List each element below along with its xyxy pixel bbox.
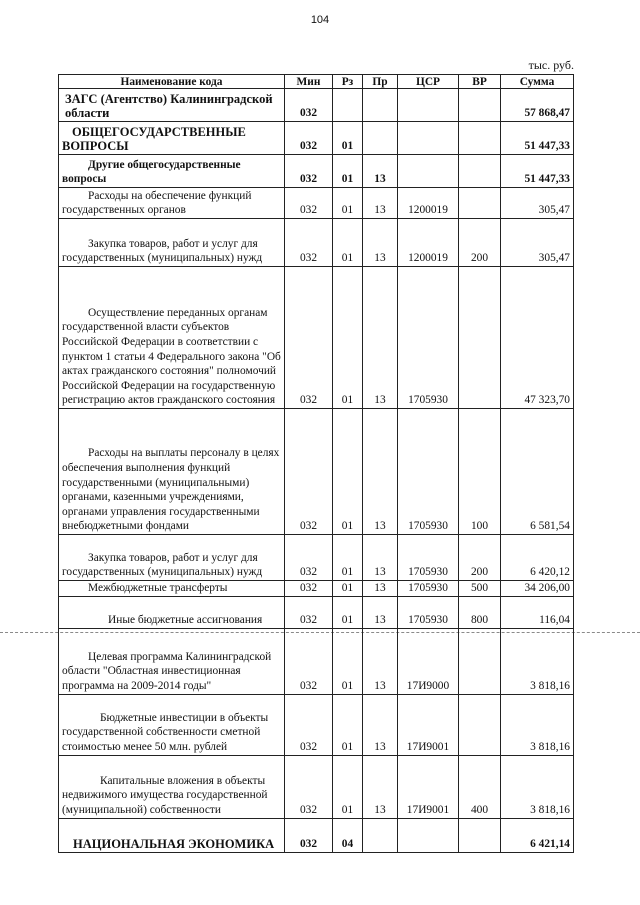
row-vr: 200 — [459, 535, 501, 581]
row-csr: 1705930 — [398, 535, 459, 581]
header-name: Наименование кода — [59, 75, 285, 89]
row-csr: 1705930 — [398, 409, 459, 535]
row-min: 032 — [285, 694, 333, 755]
row-csr — [398, 818, 459, 852]
table-row — [59, 755, 574, 818]
header-row — [59, 75, 574, 89]
row-vr — [459, 122, 501, 155]
row-min: 032 — [285, 535, 333, 581]
budget-table — [58, 74, 574, 853]
row-name: Целевая программа Калининградской области "Областная инвестиционная программа на 2009-2014 годы" — [59, 628, 285, 694]
row-pr: 13 — [363, 219, 398, 267]
row-pr: 13 — [363, 188, 398, 219]
row-pr: 13 — [363, 535, 398, 581]
table-row — [59, 596, 574, 628]
row-min: 032 — [285, 628, 333, 694]
row-name: Капитальные вложения в объекты недвижимого имущества государственной (муниципальной) собственности — [59, 755, 285, 818]
table-row — [59, 535, 574, 581]
table-row — [59, 267, 574, 409]
row-name: НАЦИОНАЛЬНАЯ ЭКОНОМИКА — [59, 818, 285, 852]
row-name: Осуществление переданных органам государственной власти субъектов Российской Федерации в соответствии с пунктом 1 статьи 4 Федерального закона "Об актах гражданского состояния" полномочий Российской Федерации на государственную регистрацию актов гражданского состояния — [59, 267, 285, 409]
table-row — [59, 89, 574, 122]
row-rz: 01 — [333, 267, 363, 409]
page-number: 104 — [310, 14, 330, 26]
row-rz: 01 — [333, 219, 363, 267]
header-min: Мин — [285, 75, 333, 89]
row-rz: 01 — [333, 535, 363, 581]
row-min: 032 — [285, 596, 333, 628]
row-min: 032 — [285, 267, 333, 409]
table-row — [59, 219, 574, 267]
row-pr: 13 — [363, 694, 398, 755]
row-vr — [459, 155, 501, 188]
row-csr — [398, 155, 459, 188]
row-pr — [363, 818, 398, 852]
table-row — [59, 581, 574, 597]
row-sum: 57 868,47 — [501, 89, 574, 122]
row-sum: 3 818,16 — [501, 755, 574, 818]
row-min: 032 — [285, 755, 333, 818]
row-vr — [459, 89, 501, 122]
row-csr: 1200019 — [398, 188, 459, 219]
row-sum: 51 447,33 — [501, 155, 574, 188]
row-name: Закупка товаров, работ и услуг для государственных (муниципальных) нужд — [59, 219, 285, 267]
row-pr — [363, 89, 398, 122]
row-min: 032 — [285, 818, 333, 852]
row-name: Иные бюджетные ассигнования — [59, 596, 285, 628]
row-name: ОБЩЕГОСУДАРСТВЕННЫЕ ВОПРОСЫ — [59, 122, 285, 155]
header-pr: Пр — [363, 75, 398, 89]
row-rz: 01 — [333, 694, 363, 755]
row-sum: 3 818,16 — [501, 628, 574, 694]
row-csr — [398, 122, 459, 155]
row-csr: 1705930 — [398, 596, 459, 628]
row-csr: 1200019 — [398, 219, 459, 267]
row-min: 032 — [285, 122, 333, 155]
row-vr — [459, 188, 501, 219]
row-vr: 100 — [459, 409, 501, 535]
row-name: Бюджетные инвестиции в объекты государственной собственности сметной стоимостью менее 50 млн. рублей — [59, 694, 285, 755]
row-sum: 51 447,33 — [501, 122, 574, 155]
row-vr — [459, 818, 501, 852]
row-vr: 800 — [459, 596, 501, 628]
row-min: 032 — [285, 219, 333, 267]
row-pr: 13 — [363, 155, 398, 188]
row-rz: 01 — [333, 409, 363, 535]
header-csr: ЦСР — [398, 75, 459, 89]
table-row — [59, 818, 574, 852]
row-min: 032 — [285, 89, 333, 122]
table-row — [59, 155, 574, 188]
row-name: Закупка товаров, работ и услуг для государственных (муниципальных) нужд — [59, 535, 285, 581]
row-sum: 305,47 — [501, 219, 574, 267]
row-sum: 305,47 — [501, 188, 574, 219]
row-rz: 01 — [333, 188, 363, 219]
row-name: Межбюджетные трансферты — [59, 581, 285, 597]
row-csr — [398, 89, 459, 122]
row-vr — [459, 628, 501, 694]
header-vr: ВР — [459, 75, 501, 89]
header-sum: Сумма — [501, 75, 574, 89]
row-pr: 13 — [363, 409, 398, 535]
row-name: ЗАГС (Агентство) Калининградской области — [59, 89, 285, 122]
row-sum: 6 420,12 — [501, 535, 574, 581]
row-rz: 01 — [333, 581, 363, 597]
row-rz: 01 — [333, 628, 363, 694]
row-sum: 6 581,54 — [501, 409, 574, 535]
row-vr — [459, 694, 501, 755]
row-pr — [363, 122, 398, 155]
row-sum: 47 323,70 — [501, 267, 574, 409]
row-rz: 01 — [333, 596, 363, 628]
table-row — [59, 694, 574, 755]
row-sum: 3 818,16 — [501, 694, 574, 755]
row-sum: 6 421,14 — [501, 818, 574, 852]
table-row — [59, 409, 574, 535]
row-rz: 04 — [333, 818, 363, 852]
row-name: Расходы на выплаты персоналу в целях обеспечения выполнения функций государственными (муниципальными) органами, казенными учреждениями, органами управления государственными внебюджетными фондами — [59, 409, 285, 535]
row-vr: 200 — [459, 219, 501, 267]
row-vr: 500 — [459, 581, 501, 597]
row-min: 032 — [285, 188, 333, 219]
row-csr: 1705930 — [398, 581, 459, 597]
row-csr: 17И9001 — [398, 755, 459, 818]
row-csr: 17И9000 — [398, 628, 459, 694]
row-csr: 1705930 — [398, 267, 459, 409]
table-row — [59, 628, 574, 694]
row-rz: 01 — [333, 122, 363, 155]
row-pr: 13 — [363, 596, 398, 628]
row-rz: 01 — [333, 155, 363, 188]
row-vr: 400 — [459, 755, 501, 818]
row-pr: 13 — [363, 581, 398, 597]
row-pr: 13 — [363, 755, 398, 818]
row-sum: 34 206,00 — [501, 581, 574, 597]
row-sum: 116,04 — [501, 596, 574, 628]
row-vr — [459, 267, 501, 409]
row-pr: 13 — [363, 628, 398, 694]
row-pr: 13 — [363, 267, 398, 409]
table-row — [59, 188, 574, 219]
row-min: 032 — [285, 155, 333, 188]
row-name: Расходы на обеспечение функций государственных органов — [59, 188, 285, 219]
row-csr: 17И9001 — [398, 694, 459, 755]
header-rz: Рз — [333, 75, 363, 89]
row-min: 032 — [285, 409, 333, 535]
row-rz: 01 — [333, 755, 363, 818]
row-min: 032 — [285, 581, 333, 597]
row-rz — [333, 89, 363, 122]
units-label: тыс. руб. — [528, 58, 574, 72]
table-row — [59, 122, 574, 155]
row-name: Другие общегосударственные вопросы — [59, 155, 285, 188]
